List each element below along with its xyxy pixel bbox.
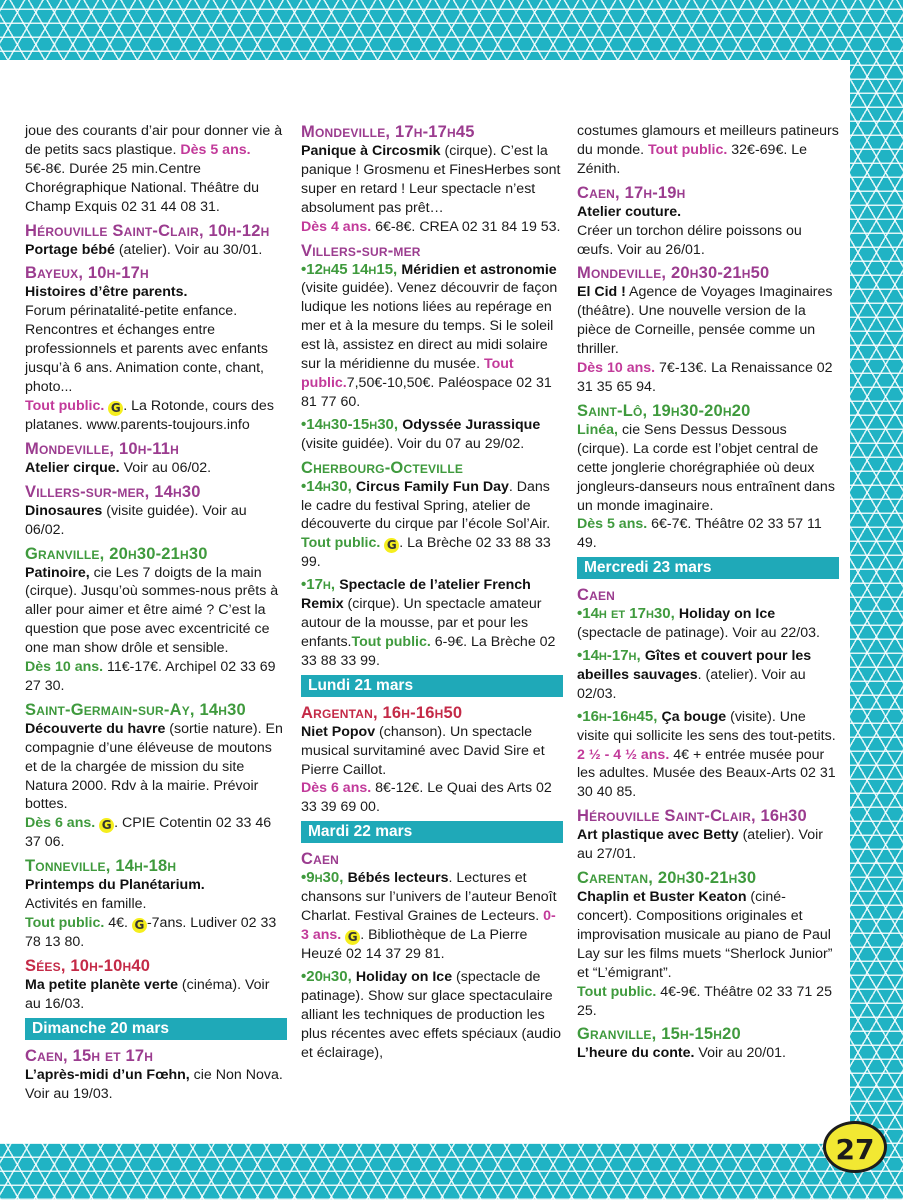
event-text: 4€ + entrée musée pour les adultes. Musée des Beaux-Arts 02 31 30 40 85.: [577, 746, 836, 801]
event-place-time: Hérouville Saint-Clair, 10h-12h: [25, 221, 270, 240]
event-text: 5€-8€. Durée 25 min.Centre Chorégraphique National. Théâtre du Champ Exquis 02 31 44 08 31.: [25, 160, 259, 215]
event-text: . CPIE Cotentin 02 33 46 37 06.: [25, 815, 272, 851]
event-title: Ça bouge: [661, 708, 727, 725]
age-label: Tout public.: [577, 983, 657, 1000]
event-place-time: Granville, 20h30-21h30: [25, 544, 208, 563]
event-title: Art plastique avec Betty: [577, 827, 739, 844]
event-title: Dinosaures: [25, 502, 103, 519]
event-entry: [301, 968, 563, 1063]
event-place: Cherbourg-Octeville: [301, 458, 464, 477]
day-header: Mercredi 23 mars: [577, 557, 839, 579]
event-place-time: Mondeville, 10h-11h: [25, 439, 180, 458]
column-2: [301, 122, 563, 1066]
event-place-time: Mondeville, 17h-17h45: [301, 123, 475, 141]
event-text: (visite guidée). Voir du 07 au 29/02.: [301, 435, 525, 452]
event-text: (visite guidée). Voir au 06/02.: [25, 502, 247, 538]
event-text: Voir au 20/01.: [694, 1045, 786, 1062]
event-title: Odyssée Jurassique: [402, 416, 541, 433]
age-label: Tout public.: [25, 915, 105, 932]
day-header: Dimanche 20 mars: [25, 1018, 287, 1040]
event-text: (cinéma). Voir au 16/03.: [25, 977, 270, 1012]
event-place: Villers-sur-mer: [301, 241, 421, 260]
event-entry: [25, 544, 287, 696]
event-entry: [25, 221, 287, 260]
event-time: •16h-16h45,: [577, 707, 662, 725]
event-place-time: Carentan, 20h30-21h30: [577, 869, 757, 888]
day-header: Mardi 22 mars: [301, 821, 563, 843]
event-text: -7ans. Ludiver 02 33 78 13 80.: [25, 915, 277, 951]
event-entry: [577, 1024, 839, 1063]
event-title: L’après-midi d’un Fœhn,: [25, 1066, 190, 1083]
event-title: Patinoire,: [25, 564, 90, 581]
event-text: 4€.: [104, 915, 132, 932]
column-3: [577, 122, 839, 1067]
event-text: joue des courants d’air pour donner vie à de petits sacs plastique.: [25, 123, 283, 158]
age-label: Dès 10 ans.: [577, 360, 656, 377]
event-text: 4€-9€. Théâtre 02 33 71 25 25.: [577, 983, 832, 1019]
event-place-time: Villers-sur-mer, 14h30: [25, 482, 201, 501]
event-text: 8€-12€. Le Quai des Arts 02 33 39 69 00.: [301, 780, 552, 816]
event-text: (atelier). Voir au 27/01.: [577, 827, 824, 863]
event-entry: [25, 263, 287, 434]
event-text: costumes glamours et meilleurs patineurs du monde.: [577, 123, 839, 158]
event-entry: [577, 708, 839, 803]
event-text: (ciné-concert). Compositions originales et improvisation musicale au piano de Paul Lay sur les films muets “Sherlock Junior” et “L’émigrant”.: [577, 889, 833, 981]
event-entry: [25, 856, 287, 952]
event-place-time: Caen, 15h et 17h: [25, 1046, 154, 1065]
age-label: Dès 6 ans.: [25, 815, 96, 832]
event-text: 32€-69€. Le Zénith.: [577, 141, 808, 177]
family-rating-icon: G: [384, 538, 399, 553]
family-rating-icon: G: [108, 401, 123, 416]
event-entry: [301, 416, 563, 454]
event-entry: [577, 263, 839, 396]
event-place-time: Bayeux, 10h-17h: [25, 264, 149, 283]
event-entry: [25, 439, 287, 478]
event-place-time: Tonneville, 14h-18h: [25, 857, 177, 876]
event-text: . Lectures et chansons sur l’univers de l’auteur Benoît Charlat. Festival Graines de Lecteurs.: [301, 870, 557, 925]
column-1: [25, 122, 287, 1108]
event-entry: [25, 482, 287, 540]
event-place-time: Granville, 15h-15h20: [577, 1025, 741, 1044]
age-label: Dès 5 ans.: [577, 516, 648, 533]
event-text: cie Sens Dessus Dessous (cirque). La corde est l’objet central de cette jonglerie chorégraphiée où deux jongleurs-danseurs nous entraînent dans un monde imaginaire.: [577, 421, 835, 514]
event-text: . La Brèche 02 33 88 33 99.: [301, 535, 551, 571]
age-label: Dès 5 ans.: [180, 141, 251, 158]
event-place-time: Argentan, 16h-16h50: [301, 703, 463, 722]
event-text: (visite). Une visite qui sollicite les sens des tout-petits.: [577, 708, 836, 744]
event-title: L’heure du conte.: [577, 1045, 695, 1062]
event-entry: [577, 868, 839, 1020]
day-header: Lundi 21 mars: [301, 675, 563, 697]
event-title: Circus Family Fun Day: [355, 478, 509, 495]
age-label: 2 ½ - 4 ½ ans.: [577, 746, 670, 763]
event-title: El Cid !: [577, 284, 626, 301]
event-place-time: Saint-Germain-sur-Ay, 14h30: [25, 700, 246, 719]
family-rating-icon: G: [99, 818, 114, 833]
event-title: Holiday on Ice: [678, 606, 776, 623]
event-text: cie Non Nova. Voir au 19/03.: [25, 1066, 283, 1102]
event-text: Activités en famille.: [25, 896, 147, 913]
event-title: Holiday on Ice: [355, 968, 453, 985]
event-text: 6-9€. La Brèche 02 33 88 33 99.: [301, 633, 556, 669]
event-time: •9h30,: [301, 869, 348, 887]
event-text: (spectacle de patinage). Show sur glace spectaculaire alliant les techniques de production les plus récentes avec effets spéciaux (audio et éclairage),: [301, 968, 561, 1061]
event-text: . La Rotonde, cours des platanes. www.parents-toujours.info: [25, 397, 274, 433]
event-title: Atelier cirque.: [25, 459, 120, 476]
event-place-time: Mondeville, 20h30-21h50: [577, 264, 770, 283]
event-place-time: Hérouville Saint-Clair, 16h30: [577, 807, 807, 826]
age-label: Tout public.: [301, 535, 381, 552]
event-title: Ma petite planète verte: [25, 977, 178, 993]
event-text: (cirque). C’est la panique ! Grosmenu et FinesHerbes sont super en retard ! Leur spectacle n’est absolument pas prêt…: [301, 143, 561, 216]
event-time: •12h45 14h15,: [301, 260, 402, 278]
event-text: . Dans le cadre du festival Spring, atelier de découverte du cirque par l’école Sol’Air.: [301, 478, 551, 533]
event-entry: [301, 849, 563, 964]
event-time: •14h30,: [301, 477, 356, 495]
event-entry: [577, 647, 839, 704]
event-title: Spectacle de l’atelier French Remix: [301, 577, 531, 613]
age-label: Dès 10 ans.: [25, 659, 104, 676]
event-text: (spectacle de patinage). Voir au 22/03.: [577, 625, 820, 642]
event-text: . Bibliothèque de La Pierre Heuzé 02 14 37 29 81.: [301, 927, 528, 962]
event-title: Atelier couture.: [577, 203, 682, 220]
event-text: Forum périnatalité-petite enfance. Rencontres et échanges entre professionnels et parents avec enfants jusqu’à 6 ans. Animation conte, chant, photo...: [25, 303, 268, 395]
event-title: Linéa,: [577, 421, 618, 438]
event-text: (chanson). Un spectacle musical survitaminé avec David Sire et Pierre Caillot.: [301, 723, 545, 778]
event-entry: [25, 700, 287, 852]
event-entry: [25, 956, 287, 1014]
event-entry: [577, 183, 839, 260]
event-text: cie Les 7 doigts de la main (cirque). Jusqu’où sommes-nous prêts à aller pour aimer et être aimé ? C’est la question que pose avec excentricité ce one man show drôle et sensible.: [25, 564, 279, 657]
event-text: 7,50€-10,50€. Paléospace 02 31 81 77 60.: [301, 374, 552, 410]
page: [0, 60, 850, 1143]
event-entry: [577, 806, 839, 864]
age-label: 0-3 ans.: [301, 908, 556, 943]
age-label: Tout public.: [25, 397, 105, 414]
event-entry: [577, 585, 839, 643]
event-text: Agence de Voyages Imaginaires (théâtre). Une nouvelle version de la pièce de Corneille, pensée comme un thriller.: [577, 284, 833, 358]
event-entry: [301, 241, 563, 412]
family-rating-icon: G: [132, 918, 147, 933]
age-label: Tout public.: [301, 356, 514, 391]
event-title: Méridien et astronomie: [401, 261, 557, 278]
event-entry: [301, 458, 563, 573]
event-time: •17h,: [301, 576, 340, 594]
event-title: Découverte du havre: [25, 720, 166, 737]
age-label: Tout public.: [351, 633, 431, 650]
age-label: Dès 4 ans.: [301, 218, 372, 235]
event-place-time: Saint-Lô, 19h30-20h20: [577, 401, 751, 420]
age-label: Dès 6 ans.: [301, 780, 372, 797]
age-label: Tout public.: [648, 141, 728, 158]
family-rating-icon: G: [345, 930, 360, 945]
event-entry: [577, 122, 839, 179]
event-place: Caen: [301, 850, 340, 869]
event-entry: [301, 576, 563, 671]
event-text: 6€-8€. CREA 02 31 84 19 53.: [371, 218, 561, 235]
event-title: Panique à Circosmik: [301, 143, 441, 159]
event-time: •14h30-15h30,: [301, 415, 403, 433]
event-text: (sortie nature). En compagnie d’une éléveuse de moutons et de la chargée de mission du site Natura 2000. Rdv à la mairie. Prévoir bottes.: [25, 720, 283, 813]
event-text: (visite guidée). Venez découvrir de façon ludique les notions liées au repérage en mer et à la mesure du temps. Si le soleil est là, assistez en direct au midi solaire sur la méridienne du musée.: [301, 280, 558, 373]
event-entry: [301, 703, 563, 818]
event-title: Niet Popov: [301, 723, 376, 740]
event-entry: [25, 122, 287, 217]
event-title: Chaplin et Buster Keaton: [577, 889, 747, 906]
page-number: 27: [823, 1121, 887, 1173]
event-text: 7€-13€. La Renaissance 02 31 35 65 94.: [577, 360, 833, 395]
event-text: . (atelier). Voir au 02/03.: [577, 666, 806, 702]
event-time: •14h et 17h30,: [577, 605, 679, 623]
event-entry: [25, 1046, 287, 1104]
event-place: Caen: [577, 586, 616, 605]
event-title: Histoires d’être parents.: [25, 284, 188, 301]
event-entry: [301, 122, 563, 237]
event-title: Portage bébé: [25, 241, 115, 258]
event-time: •20h30,: [301, 967, 356, 985]
event-entry: [577, 401, 839, 553]
event-text: (cirque). Un spectacle amateur autour de la mousse, par et pour les enfants.: [301, 596, 542, 650]
event-place-time: Sées, 10h-10h40: [25, 957, 151, 975]
event-text: 6€-7€. Théâtre 02 33 57 11 49.: [577, 516, 822, 552]
event-text: (atelier). Voir au 30/01.: [114, 241, 263, 258]
event-title: Gîtes et couvert pour les abeilles sauvages: [577, 648, 812, 683]
event-title: Bébés lecteurs: [347, 870, 449, 887]
event-text: 11€-17€. Archipel 02 33 69 27 30.: [25, 659, 276, 694]
event-time: •14h-17h,: [577, 647, 645, 665]
event-text: Créer un torchon délire poissons ou œufs. Voir au 26/01.: [577, 222, 802, 258]
event-title: Printemps du Planétarium.: [25, 877, 205, 894]
event-place-time: Caen, 17h-19h: [577, 183, 686, 202]
event-text: Voir au 06/02.: [119, 459, 212, 476]
